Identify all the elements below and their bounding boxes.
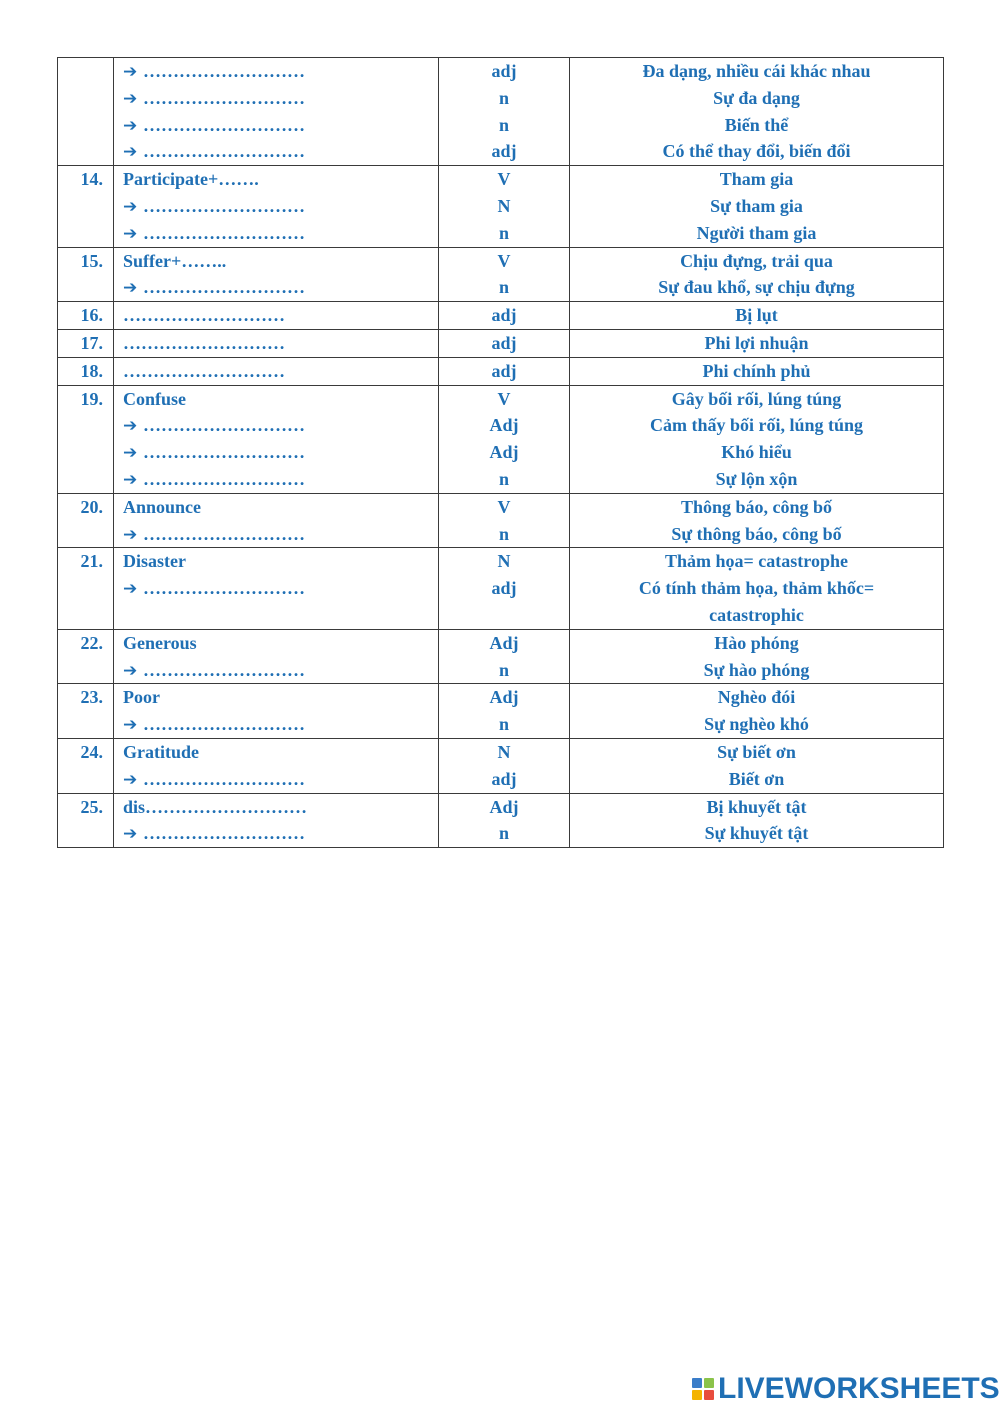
word-cell — [114, 629, 439, 684]
word-line — [114, 220, 438, 247]
word-cell — [114, 738, 439, 793]
word-line — [114, 575, 438, 602]
meaning-cell — [570, 548, 944, 629]
part-of-speech: Adj — [489, 687, 519, 708]
meaning-cell — [570, 302, 944, 330]
part-of-speech-cell — [439, 493, 570, 548]
part-of-speech: n — [498, 277, 509, 298]
part-of-speech-cell — [439, 684, 570, 739]
entry-number: 19. — [80, 388, 103, 409]
part-of-speech: V — [497, 169, 511, 190]
arrow-right-icon: ➔ — [123, 142, 138, 163]
meaning-text: Thông báo, công bố — [680, 496, 833, 517]
table-row — [58, 166, 944, 247]
entry-number-cell — [58, 302, 114, 330]
word-text: Participate+……. — [123, 169, 259, 190]
word-line — [114, 602, 438, 629]
arrow-right-icon: ➔ — [123, 196, 138, 217]
part-of-speech-cell — [439, 357, 570, 385]
word-line — [114, 466, 438, 493]
word-line — [114, 711, 438, 738]
entry-number: 20. — [80, 496, 103, 517]
word-text: Poor — [123, 687, 160, 708]
part-of-speech-cell — [439, 548, 570, 629]
word-line — [114, 630, 438, 657]
word-line — [114, 358, 438, 385]
arrow-right-icon: ➔ — [123, 443, 138, 464]
word-cell — [114, 385, 439, 493]
meaning-text: Bị lụt — [735, 305, 778, 326]
word-line — [114, 193, 438, 220]
part-of-speech: n — [498, 659, 509, 680]
word-line — [114, 85, 438, 112]
word-line — [114, 386, 438, 413]
meaning-text: Sự nghèo khó — [704, 714, 809, 735]
table-row — [58, 247, 944, 302]
part-of-speech-cell — [439, 385, 570, 493]
part-of-speech-cell — [439, 629, 570, 684]
meaning-text: Biến thể — [724, 114, 789, 135]
meaning-text: catastrophic — [709, 604, 804, 625]
entry-number: 17. — [80, 332, 103, 353]
meaning-cell — [570, 357, 944, 385]
part-of-speech: n — [498, 222, 509, 243]
arrow-right-icon: ➔ — [123, 416, 138, 437]
word-line — [114, 166, 438, 193]
arrow-right-icon: ➔ — [123, 715, 138, 736]
meaning-text: Phi lợi nhuận — [704, 332, 809, 353]
word-text: ……………………… — [143, 659, 305, 680]
meaning-cell — [570, 166, 944, 247]
word-text: ……………………… — [143, 87, 305, 108]
word-cell — [114, 793, 439, 848]
liveworksheets-logo — [692, 1374, 1000, 1404]
entry-number-cell — [58, 329, 114, 357]
word-line — [114, 739, 438, 766]
word-text: ……………………… — [143, 415, 305, 436]
arrow-right-icon: ➔ — [123, 278, 138, 299]
word-line — [114, 302, 438, 329]
entry-number: 23. — [80, 687, 103, 708]
meaning-text: Nghèo đói — [717, 687, 796, 708]
meaning-cell — [570, 329, 944, 357]
word-line — [114, 548, 438, 575]
word-text: ……………………… — [143, 141, 305, 162]
meaning-text: Người tham gia — [696, 222, 817, 243]
meaning-text: Chịu đựng, trải qua — [680, 250, 833, 271]
arrow-right-icon: ➔ — [123, 524, 138, 545]
meaning-text: Thảm họa= catastrophe — [665, 551, 848, 572]
table-row — [58, 385, 944, 493]
meaning-text: Đa dạng, nhiều cái khác nhau — [642, 61, 871, 81]
part-of-speech: n — [498, 714, 509, 735]
meaning-text: Biết ơn — [728, 768, 785, 789]
word-text: Gratitude — [123, 741, 199, 762]
part-of-speech: N — [497, 195, 511, 216]
table-row — [58, 548, 944, 629]
part-of-speech: adj — [491, 360, 517, 381]
entry-number: 16. — [80, 305, 103, 326]
word-line — [114, 248, 438, 275]
part-of-speech — [439, 602, 569, 629]
arrow-right-icon: ➔ — [123, 769, 138, 790]
word-text: ……………………… — [143, 277, 305, 298]
part-of-speech: Adj — [489, 415, 519, 436]
word-line — [114, 439, 438, 466]
meaning-text: Có tính thảm họa, thảm khốc= — [638, 578, 875, 599]
logo-square-4 — [704, 1390, 714, 1400]
part-of-speech: V — [497, 388, 511, 409]
word-line — [114, 330, 438, 357]
word-line — [114, 820, 438, 847]
word-text: ……………………… — [143, 61, 305, 81]
word-line — [114, 58, 438, 85]
word-cell — [114, 548, 439, 629]
meaning-text: Sự khuyết tật — [704, 823, 809, 844]
entry-number-cell — [58, 58, 114, 166]
table-row — [58, 793, 944, 848]
part-of-speech-cell — [439, 738, 570, 793]
entry-number-cell — [58, 738, 114, 793]
word-cell — [114, 58, 439, 166]
entry-number-cell — [58, 166, 114, 247]
word-line — [114, 494, 438, 521]
meaning-text: Có thể thay đổi, biến đổi — [662, 141, 851, 162]
part-of-speech-cell — [439, 329, 570, 357]
table-row — [58, 629, 944, 684]
logo-square-1 — [692, 1378, 702, 1388]
arrow-right-icon: ➔ — [123, 88, 138, 109]
word-line — [114, 412, 438, 439]
word-text: Suffer+…….. — [123, 250, 227, 271]
word-text: ……………………… — [143, 222, 305, 243]
word-line — [114, 112, 438, 139]
meaning-text: Cảm thấy bối rối, lúng túng — [649, 415, 864, 436]
entry-number: 22. — [80, 632, 103, 653]
part-of-speech: N — [497, 551, 511, 572]
word-cell — [114, 493, 439, 548]
meaning-cell — [570, 58, 944, 166]
part-of-speech: V — [497, 496, 511, 517]
part-of-speech: Adj — [489, 632, 519, 653]
logo-square-2 — [704, 1378, 714, 1388]
arrow-right-icon: ➔ — [123, 62, 138, 82]
entry-number-cell — [58, 548, 114, 629]
part-of-speech: n — [498, 87, 509, 108]
entry-number: 25. — [80, 796, 103, 817]
part-of-speech: adj — [491, 141, 517, 162]
meaning-cell — [570, 738, 944, 793]
meaning-cell — [570, 684, 944, 739]
entry-number: 15. — [80, 250, 103, 271]
part-of-speech: N — [497, 741, 511, 762]
meaning-text: Sự tham gia — [710, 195, 803, 216]
part-of-speech: adj — [491, 305, 517, 326]
word-line — [114, 274, 438, 301]
meaning-text: Tham gia — [719, 169, 794, 190]
meaning-text: Sự đa dạng — [713, 87, 800, 108]
part-of-speech: V — [497, 250, 511, 271]
word-text: ……………………… — [143, 768, 305, 789]
word-text: ……………………… — [123, 360, 285, 381]
entry-number-cell — [58, 629, 114, 684]
meaning-text: Hào phóng — [714, 632, 799, 653]
entry-number — [58, 58, 113, 85]
arrow-right-icon: ➔ — [123, 469, 138, 490]
vocabulary-table-body — [58, 58, 944, 848]
word-cell — [114, 302, 439, 330]
entry-number-cell — [58, 357, 114, 385]
word-text: ……………………… — [143, 442, 305, 463]
liveworksheets-logo-mark-icon — [692, 1378, 714, 1400]
entry-number: 24. — [80, 741, 103, 762]
word-line — [114, 684, 438, 711]
word-line — [114, 657, 438, 684]
entry-number: 21. — [80, 551, 103, 572]
word-text: dis……………………… — [123, 796, 308, 817]
table-row — [58, 58, 944, 166]
table-row — [58, 738, 944, 793]
table-row — [58, 329, 944, 357]
meaning-text: Phi chính phủ — [702, 360, 811, 381]
word-cell — [114, 166, 439, 247]
part-of-speech-cell — [439, 302, 570, 330]
word-text: Announce — [123, 496, 202, 517]
arrow-right-icon: ➔ — [123, 824, 138, 845]
part-of-speech: Adj — [489, 796, 519, 817]
word-text: ……………………… — [143, 468, 305, 489]
word-line — [114, 794, 438, 821]
table-row — [58, 302, 944, 330]
meaning-cell — [570, 385, 944, 493]
word-text: ……………………… — [123, 305, 285, 326]
meaning-text: Sự biết ơn — [717, 741, 796, 762]
word-cell — [114, 357, 439, 385]
part-of-speech: adj — [491, 578, 517, 599]
meaning-cell — [570, 247, 944, 302]
word-cell — [114, 684, 439, 739]
word-line — [114, 766, 438, 793]
table-row — [58, 357, 944, 385]
entry-number-cell — [58, 684, 114, 739]
logo-square-3 — [692, 1390, 702, 1400]
part-of-speech: Adj — [489, 442, 519, 463]
part-of-speech: n — [498, 114, 509, 135]
table-row — [58, 684, 944, 739]
part-of-speech: adj — [491, 768, 517, 789]
part-of-speech: n — [498, 523, 509, 544]
word-text: ……………………… — [143, 523, 305, 544]
logo-text: LIVEWORKSHEETS — [718, 1372, 1000, 1405]
entry-number-cell — [58, 793, 114, 848]
meaning-cell — [570, 629, 944, 684]
meaning-text: Sự thông báo, công bố — [671, 523, 842, 544]
arrow-right-icon: ➔ — [123, 579, 138, 600]
meaning-text: Khó hiểu — [721, 442, 792, 463]
word-line — [114, 138, 438, 165]
part-of-speech: adj — [491, 61, 517, 81]
word-text: Confuse — [123, 388, 187, 409]
meaning-cell — [570, 493, 944, 548]
word-text: ……………………… — [143, 114, 305, 135]
part-of-speech: n — [498, 468, 509, 489]
word-text: ……………………… — [143, 823, 305, 844]
part-of-speech-cell — [439, 166, 570, 247]
part-of-speech-cell — [439, 247, 570, 302]
meaning-text: Bị khuyết tật — [706, 796, 807, 817]
part-of-speech: n — [498, 823, 509, 844]
table-row — [58, 493, 944, 548]
word-text: Generous — [123, 632, 197, 653]
part-of-speech: adj — [491, 332, 517, 353]
entry-number: 14. — [80, 169, 103, 190]
meaning-text: Sự hào phóng — [703, 659, 810, 680]
entry-number-cell — [58, 493, 114, 548]
entry-number-cell — [58, 385, 114, 493]
entry-number-cell — [58, 247, 114, 302]
vocabulary-table — [57, 57, 944, 848]
arrow-right-icon: ➔ — [123, 660, 138, 681]
part-of-speech-cell — [439, 58, 570, 166]
meaning-text: Sự đau khổ, sự chịu đựng — [658, 277, 855, 298]
word-cell — [114, 329, 439, 357]
entry-number: 18. — [80, 360, 103, 381]
part-of-speech-cell — [439, 793, 570, 848]
arrow-right-icon: ➔ — [123, 115, 138, 136]
word-line — [114, 521, 438, 548]
meaning-text: Sự lộn xộn — [715, 468, 798, 489]
word-text: ……………………… — [143, 195, 305, 216]
word-text: Disaster — [123, 551, 186, 572]
word-text: ……………………… — [143, 578, 305, 599]
word-text: ……………………… — [143, 714, 305, 735]
arrow-right-icon: ➔ — [123, 223, 138, 244]
word-cell — [114, 247, 439, 302]
meaning-cell — [570, 793, 944, 848]
meaning-text: Gây bối rối, lúng túng — [671, 388, 842, 409]
word-text: ……………………… — [123, 332, 285, 353]
